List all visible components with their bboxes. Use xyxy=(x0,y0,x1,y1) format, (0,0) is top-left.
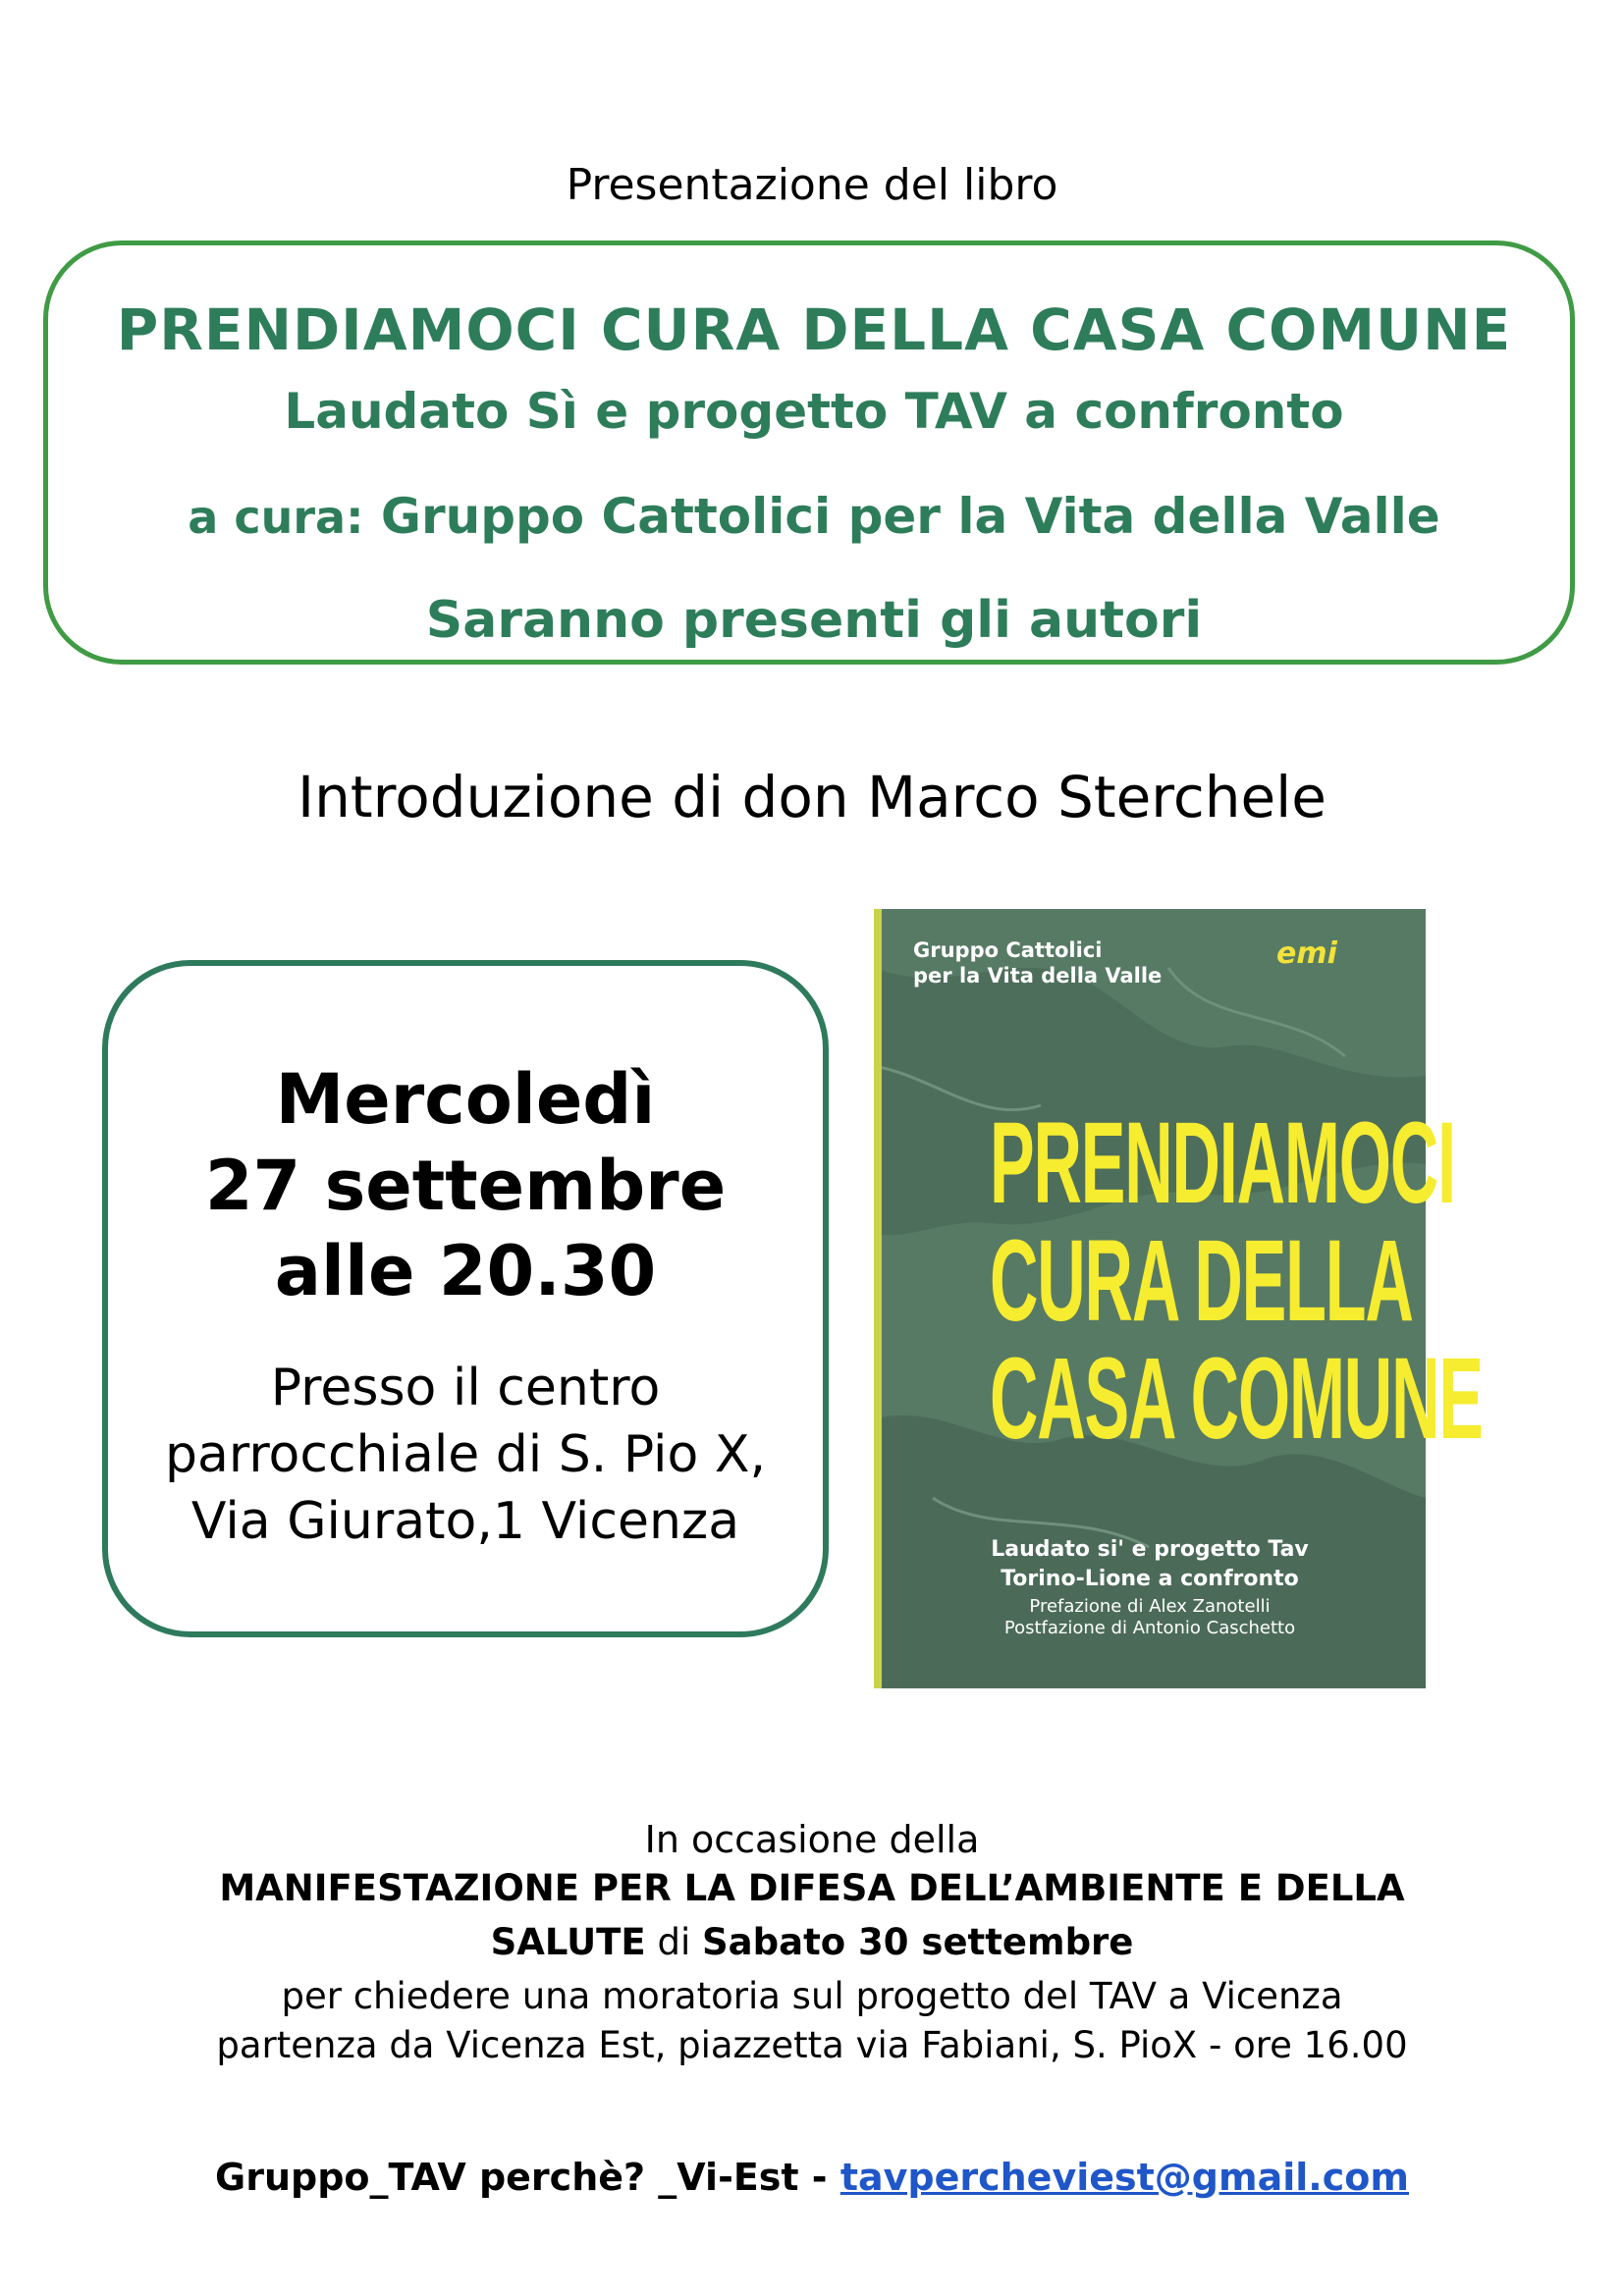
cover-title-line: CURA DELLA xyxy=(990,1216,1413,1346)
book-cover-image xyxy=(874,909,1483,1688)
event-date: 27 settembre xyxy=(204,1146,727,1226)
manifestation-connector: di xyxy=(645,1921,702,1963)
event-box xyxy=(102,960,829,1637)
publisher-logo: emi xyxy=(1276,936,1337,971)
cover-postface: Postfazione di Antonio Caschetto xyxy=(1003,1618,1296,1638)
contact-label: Gruppo_TAV perchè? _Vi-Est - xyxy=(215,2156,840,2199)
manifestation-title-end: SALUTE xyxy=(490,1921,646,1963)
cover-title-line: PRENDIAMOCI xyxy=(990,1098,1455,1228)
book-subtitle: Laudato Sì e progetto TAV a confronto xyxy=(284,383,1344,440)
moratorium-text: per chiedere una moratoria sul progetto del TAV a Vicenza xyxy=(281,1975,1343,2017)
curator-label: a cura: xyxy=(188,491,364,544)
cover-title-line: CASA COMUNE xyxy=(990,1334,1483,1464)
event-day: Mercoledì xyxy=(275,1059,656,1140)
curator-line xyxy=(48,488,1580,545)
cover-subtitle-line: Laudato si' e progetto Tav xyxy=(991,1537,1309,1562)
cover-group-line: Gruppo Cattolici xyxy=(913,938,1103,962)
cover-group-line: per la Vita della Valle xyxy=(913,964,1163,988)
contact-line xyxy=(0,2156,1624,2199)
cover-preface: Prefazione di Alex Zanotelli xyxy=(1029,1596,1271,1617)
address-line: parrocchiale di S. Pio X, xyxy=(164,1425,766,1484)
book-title: PRENDIAMOCI CURA DELLA CASA COMUNE xyxy=(116,296,1512,363)
authors-note: Saranno presenti gli autori xyxy=(425,591,1203,650)
manifestation-date: Sabato 30 settembre xyxy=(702,1921,1134,1963)
departure-text: partenza da Vicenza Est, piazzetta via Fabiani, S. PioX - ore 16.00 xyxy=(216,2024,1408,2066)
cover-subtitle-line: Torino-Lione a confronto xyxy=(1001,1567,1299,1591)
manifestation-date-line xyxy=(0,1921,1624,1963)
title-box xyxy=(43,240,1575,665)
manifestation-title: MANIFESTAZIONE PER LA DIFESA DELL’AMBIENTE E DELLA xyxy=(219,1867,1405,1909)
occasion-text: In occasione della xyxy=(644,1818,980,1861)
address-line: Via Giurato,1 Vicenza xyxy=(190,1492,740,1551)
address-line: Presso il centro xyxy=(270,1359,661,1417)
introduction: Introduzione di don Marco Sterchele xyxy=(298,764,1326,830)
presentation-label: Presentazione del libro xyxy=(566,160,1058,210)
curator-name: Gruppo Cattolici per la Vita della Valle xyxy=(380,488,1440,545)
event-time: alle 20.30 xyxy=(274,1231,657,1311)
contact-email-link[interactable]: tavpercheviest@gmail.com xyxy=(839,2156,1409,2199)
